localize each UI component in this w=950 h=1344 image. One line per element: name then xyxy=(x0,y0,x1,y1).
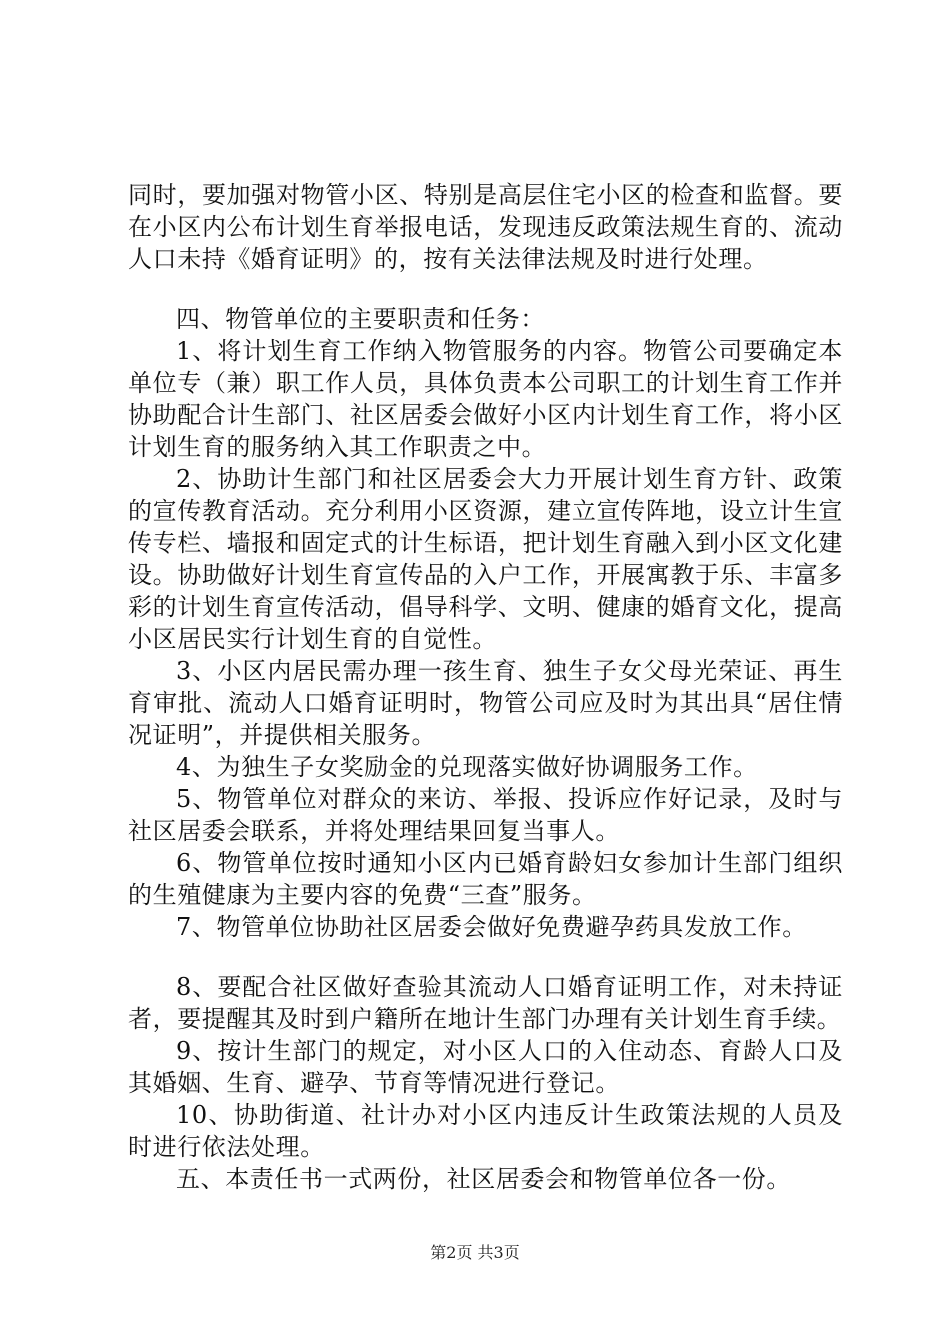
duty-item-5: 5、物管单位对群众的来访、举报、投诉应作好记录，及时与社区居委会联系，并将处理结果回复当事人。 xyxy=(128,785,843,845)
duty-item-3: 3、小区内居民需办理一孩生育、独生子女父母光荣证、再生育审批、流动人口婚育证明时，物管公司应及时为其出具“居住情况证明”，并提供相关服务。 xyxy=(128,657,843,749)
document-body xyxy=(128,179,843,1195)
section-heading-four: 四、物管单位的主要职责和任务： xyxy=(176,305,545,333)
duty-item-4: 4、为独生子女奖励金的兑现落实做好协调服务工作。 xyxy=(176,753,758,781)
duty-item-1: 1、将计划生育工作纳入物管服务的内容。物管公司要确定本单位专（兼）职工作人员，具体负责本公司职工的计划生育工作并协助配合计生部门、社区居委会做好小区内计划生育工作，将小区计划生育的服务纳入其工作职责之中。 xyxy=(128,337,843,461)
duty-item-9: 9、按计生部门的规定，对小区人口的入住动态、育龄人口及其婚姻、生育、避孕、节育等情况进行登记。 xyxy=(128,1037,843,1097)
paragraph-continuation: 同时，要加强对物管小区、特别是高层住宅小区的检查和监督。要在小区内公布计划生育举报电话，发现违反政策法规生育的、流动人口未持《婚育证明》的，按有关法律法规及时进行处理。 xyxy=(128,181,843,273)
duty-item-8: 8、要配合社区做好查验其流动人口婚育证明工作，对未持证者，要提醒其及时到户籍所在地计生部门办理有关计划生育手续。 xyxy=(128,973,843,1033)
page-number-footer: 第2页 共3页 xyxy=(430,1243,520,1262)
duty-item-10: 10、协助街道、社计办对小区内违反计生政策法规的人员及时进行依法处理。 xyxy=(128,1101,843,1161)
duty-item-2: 2、协助计生部门和社区居委会大力开展计划生育方针、政策的宣传教育活动。充分利用小区资源，建立宣传阵地，设立计生宣传专栏、墙报和固定式的计生标语，把计划生育融入到小区文化建设。协助做好计划生育宣传品的入户工作，开展寓教于乐、丰富多彩的计划生育宣传活动，倡导科学、文明、健康的婚育文化，提高小区居民实行计划生育的自觉性。 xyxy=(128,465,843,653)
duty-item-6: 6、物管单位按时通知小区内已婚育龄妇女参加计生部门组织的生殖健康为主要内容的免费“三查”服务。 xyxy=(128,849,843,909)
section-five-text: 五、本责任书一式两份，社区居委会和物管单位各一份。 xyxy=(176,1165,791,1193)
duty-item-7: 7、物管单位协助社区居委会做好免费避孕药具发放工作。 xyxy=(176,913,807,941)
